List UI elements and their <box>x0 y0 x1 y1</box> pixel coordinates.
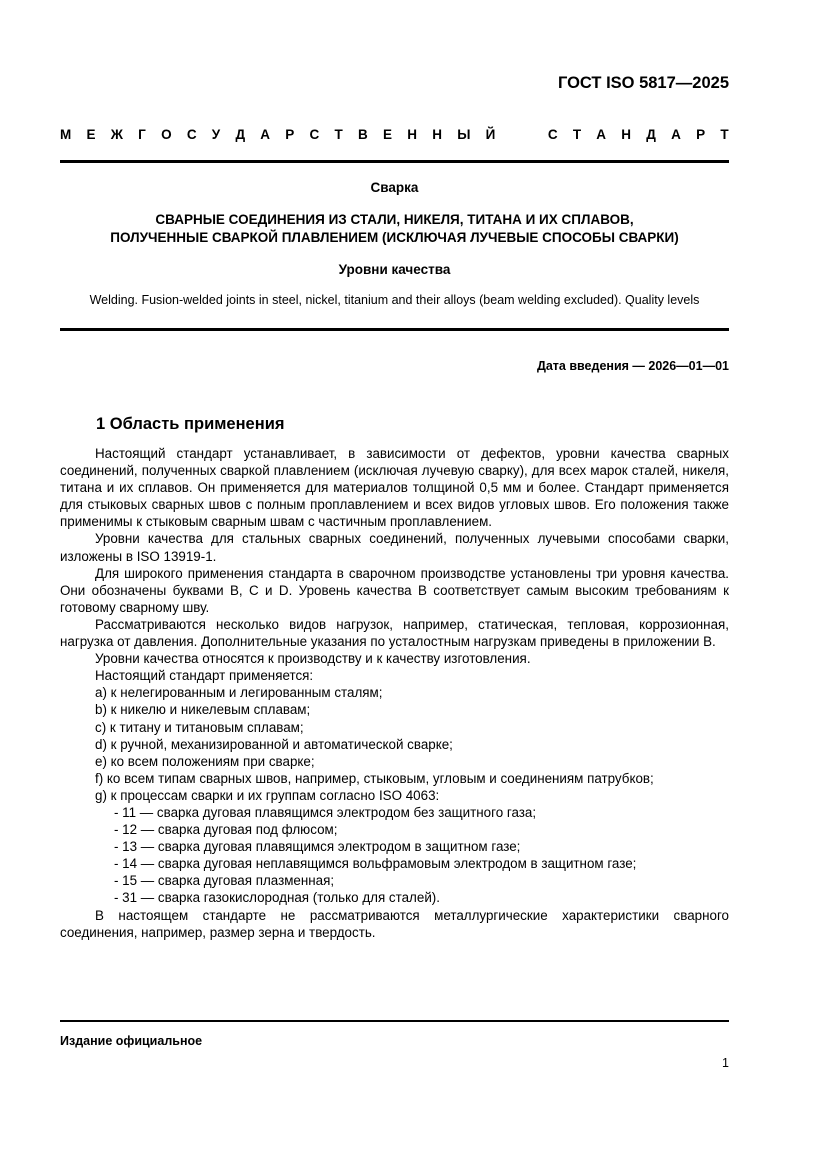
paragraph: Рассматриваются несколько видов нагрузок, например, статическая, тепловая, коррозионная, нагрузка от давления. Дополнительные указания по усталостным нагрузкам приведены в приложении В. <box>60 616 729 650</box>
banner-letter: Н <box>407 127 417 142</box>
banner-letter: Д <box>646 127 656 142</box>
paragraph: Уровни качества относятся к производству и к качеству изготовления. <box>95 651 531 667</box>
document-subtitle: Уровни качества <box>338 262 451 277</box>
banner-letter: Н <box>621 127 632 142</box>
banner-letter: С <box>186 127 197 142</box>
paragraph: Уровни качества для стальных сварных соединений, полученных лучевыми способами сварки, изложены в ISO 13919-1. <box>60 531 729 564</box>
process-list-item: - 31 — сварка газокислородная (только для сталей). <box>114 890 440 906</box>
document-category: Сварка <box>370 180 419 195</box>
banner-letter: А <box>671 127 681 142</box>
banner-letter: Т <box>572 127 582 142</box>
banner-letter: Е <box>382 127 392 142</box>
list-item: c) к титану и титановым сплавам; <box>95 719 304 735</box>
section-body <box>60 445 729 941</box>
banner-letter: Е <box>86 127 96 142</box>
list-item: e) ко всем положениям при сварке; <box>95 753 315 769</box>
banner-letter: Ы <box>457 127 471 142</box>
list-item: b) к никелю и никелевым сплавам; <box>95 702 311 718</box>
banner-word-gap <box>511 127 533 142</box>
banner-letter: Т <box>720 127 729 142</box>
banner-letter: С <box>309 127 320 142</box>
banner-letter: С <box>547 127 558 142</box>
process-list-item: - 13 — сварка дуговая плавящимся электродом в защитном газе; <box>114 839 521 855</box>
paragraph: Настоящий стандарт устанавливает, в зависимости от дефектов, уровни качества сварных соединений, полученных сваркой плавлением (исключая лучевую сварку), для всех марок сталей, никеля, титана и их сплавов. Он применяется для материалов толщиной 0,5 мм и более. Стандарт применяется для стыковых сварных швов с полным проплавлением и всех видов угловых швов. Его положения также применимы к стыковым сварным швам с частичным проплавлением. <box>60 446 729 530</box>
document-title-line-2: ПОЛУЧЕННЫЕ СВАРКОЙ ПЛАВЛЕНИЕМ (ИСКЛЮЧАЯ ЛУЧЕВЫЕ СПОСОБЫ СВАРКИ) <box>110 230 679 245</box>
banner-letter: М <box>60 127 72 142</box>
banner-letter: В <box>358 127 368 142</box>
banner-letter: А <box>260 127 271 142</box>
list-item: g) к процессам сварки и их группам согласно ISO 4063: <box>95 787 440 803</box>
banner-letter: Д <box>235 127 246 142</box>
banner-letter: Н <box>432 127 442 142</box>
banner-letter: А <box>596 127 607 142</box>
section-heading: 1 Область применения <box>96 415 285 433</box>
banner-letter: У <box>211 127 221 142</box>
title-rule <box>60 328 729 331</box>
banner-letter: О <box>161 127 172 142</box>
list-item: f) ко всем типам сварных швов, например, стыковым, угловым и соединениям патрубков; <box>95 770 654 786</box>
banner-letter: Р <box>696 127 706 142</box>
document-number: ГОСТ ISO 5817—2025 <box>557 74 729 92</box>
document-title-line-1: СВАРНЫЕ СОЕДИНЕНИЯ ИЗ СТАЛИ, НИКЕЛЯ, ТИТАНА И ИХ СПЛАВОВ, <box>155 212 634 227</box>
banner-letter: Т <box>334 127 343 142</box>
introduction-date: Дата введения — 2026—01—01 <box>536 359 729 373</box>
list-item: d) к ручной, механизированной и автоматической сварке; <box>95 736 453 752</box>
process-list-item: - 15 — сварка дуговая плазменная; <box>114 873 335 889</box>
process-list-item: - 12 — сварка дуговая под флюсом; <box>114 822 338 838</box>
footer-rule <box>60 1020 729 1022</box>
process-list-item: - 14 — сварка дуговая неплавящимся вольфрамовым электродом в защитном газе; <box>114 856 637 872</box>
banner-letter: Ж <box>110 127 123 142</box>
banner-letter: Г <box>138 127 146 142</box>
official-edition-label: Издание официальное <box>60 1034 203 1048</box>
process-list-item: - 11 — сварка дуговая плавящимся электродом без защитного газа; <box>114 804 537 820</box>
header-rule <box>60 160 729 163</box>
document-title <box>60 211 729 247</box>
english-title: Welding. Fusion-welded joints in steel, nickel, titanium and their alloys (beam welding excluded). Quality levels <box>89 293 700 307</box>
banner-letter: Р <box>285 127 295 142</box>
interstate-standard-banner <box>60 127 729 142</box>
paragraph: Настоящий стандарт применяется: <box>95 668 314 684</box>
banner-letter: Й <box>485 127 496 142</box>
paragraph: В настоящем стандарте не рассматриваются металлургические характеристики сварного соединения, например, размер зерна и твердость. <box>60 907 729 940</box>
paragraph: Для широкого применения стандарта в сварочном производстве установлены три уровня качества. Они обозначены буквами B, C и D. Уровень качества B соответствует самым высоким требованиям к готовому сварному шву. <box>60 565 729 615</box>
page-number: 1 <box>722 1056 729 1070</box>
list-item: a) к нелегированным и легированным сталям; <box>95 685 383 701</box>
